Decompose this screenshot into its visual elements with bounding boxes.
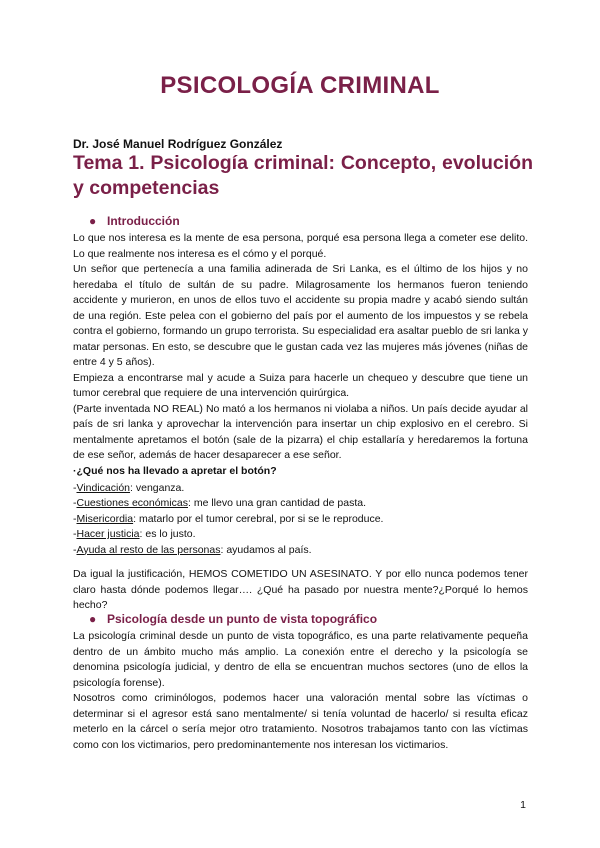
- list-item: -Hacer justicia: es lo justo.: [73, 528, 196, 540]
- page-number: 1: [520, 799, 526, 811]
- paragraph: Nosotros como criminólogos, podemos hacer una valoración mental sobre las víctimas o determinar si el agresor está sano mentalmente/ si tenía voluntad de hacerlo/ si resulta eficaz meterlo en la cárcel o sería mejor otro tratamiento. Nosotros trabajamos tanto con las víctimas como con los victimarios, pero predominantemente nos interesan los victimarios.: [73, 692, 528, 751]
- section-heading-introduccion: [73, 214, 533, 228]
- list-item-term: Vindicación: [76, 481, 131, 494]
- question-text: ¿Qué nos ha llevado a apretar el botón?: [76, 465, 277, 477]
- list-item-desc: : ayudamos al país.: [220, 543, 312, 556]
- bullet-icon: ●: [89, 214, 97, 228]
- list-item: -Vindicación: venganza.: [73, 481, 185, 494]
- list-item-term: Cuestiones económicas: [76, 497, 188, 509]
- list-item: -Cuestiones económicas: me llevo una gran cantidad de pasta.: [73, 497, 367, 509]
- conclusion-paragraph: [73, 567, 528, 614]
- list-item-term: Hacer justicia: [76, 528, 140, 540]
- paragraph: Lo que nos interesa es la mente de esa persona, porqué esa persona llega a cometer ese delito. Lo que realmente nos interesa es el cómo y el porqué.: [73, 232, 528, 260]
- list-item-term: Misericordia: [76, 512, 134, 525]
- question-heading: ·¿Qué nos ha llevado a apretar el botón?: [73, 465, 277, 477]
- question-list: [73, 464, 528, 558]
- list-item: -Ayuda al resto de las personas: ayudamos al país.: [73, 543, 312, 556]
- paragraph: La psicología criminal desde un punto de vista topográfico, es una parte relativamente pequeña dentro de un ámbito mucho más amplio. La conexión entre el derecho y la psicología se denomina psicología judicial, y dentro de ella se encuentran muchos sectores (uno de ellos la psicología forense).: [73, 630, 528, 689]
- list-item-desc: : es lo justo.: [139, 528, 196, 540]
- paragraph: Empieza a encontrarse mal y acude a Suiza para hacerle un chequeo y descubre que tiene un tumor cerebral que requiere de una intervención quirúrgica.: [73, 371, 528, 399]
- section-heading-topografico: [73, 612, 533, 626]
- bullet-icon: ●: [89, 612, 97, 626]
- paragraph: (Parte inventada NO REAL) No mató a los hermanos ni violaba a niños. Un país decide ayudar al país de sri lanka y aprovechar la intervención para insertar un chip explosivo en el cerebro. Si mentalmente apretamos el botón (sale de la pizarra) el chip estallaría y heredaremos la fortuna de ese señor, además de hacer desaparecer a ese señor.: [73, 402, 528, 461]
- section-body-introduccion: [73, 231, 528, 464]
- topic-heading: Tema 1. Psicología criminal: Concepto, evolución y competencias: [73, 152, 533, 199]
- list-item-desc: : matarlo por el tumor cerebral, por si se le reproduce.: [133, 512, 384, 525]
- list-item-desc: : me llevo una gran cantidad de pasta.: [187, 497, 367, 509]
- list-item-desc: : venganza.: [130, 481, 185, 494]
- section-body-topografico: [73, 629, 528, 753]
- document-title: PSICOLOGÍA CRIMINAL: [160, 72, 440, 99]
- author-name: Dr. José Manuel Rodríguez González: [73, 137, 283, 151]
- paragraph: Un señor que pertenecía a una familia adinerada de Sri Lanka, es el último de los hijos y no heredaba el título de sultán de su padre. Milagrosamente los hermanos fueron teniendo accidente y murieron, en unos de ellos tuvo el accidente su propia madre y acabó siendo sultán de una región. Este pelea con el gobierno del país por el aumento de los impuestos y se rebela contra el gobierno, formando un grupo terrorista. Su especialidad era asaltar pueblo de sri lanka y matar personas. En esto, se descubre que le gustan cada vez las mujeres más jóvenes (niñas de entre 4 y 5 años).: [73, 263, 528, 368]
- list-item-term: Ayuda al resto de las personas: [76, 543, 221, 556]
- section-heading-text: Psicología desde un punto de vista topográfico: [107, 612, 378, 626]
- paragraph: Da igual la justificación, HEMOS COMETIDO UN ASESINATO. Y por ello nunca podemos tener claro hasta dónde podemos llegar…. ¿Qué ha pasado por nuestra mente?¿Porqué lo hemos hecho?: [73, 568, 528, 611]
- list-item: -Misericordia: matarlo por el tumor cerebral, por si se le reproduce.: [73, 512, 384, 525]
- section-heading-text: Introducción: [107, 214, 180, 228]
